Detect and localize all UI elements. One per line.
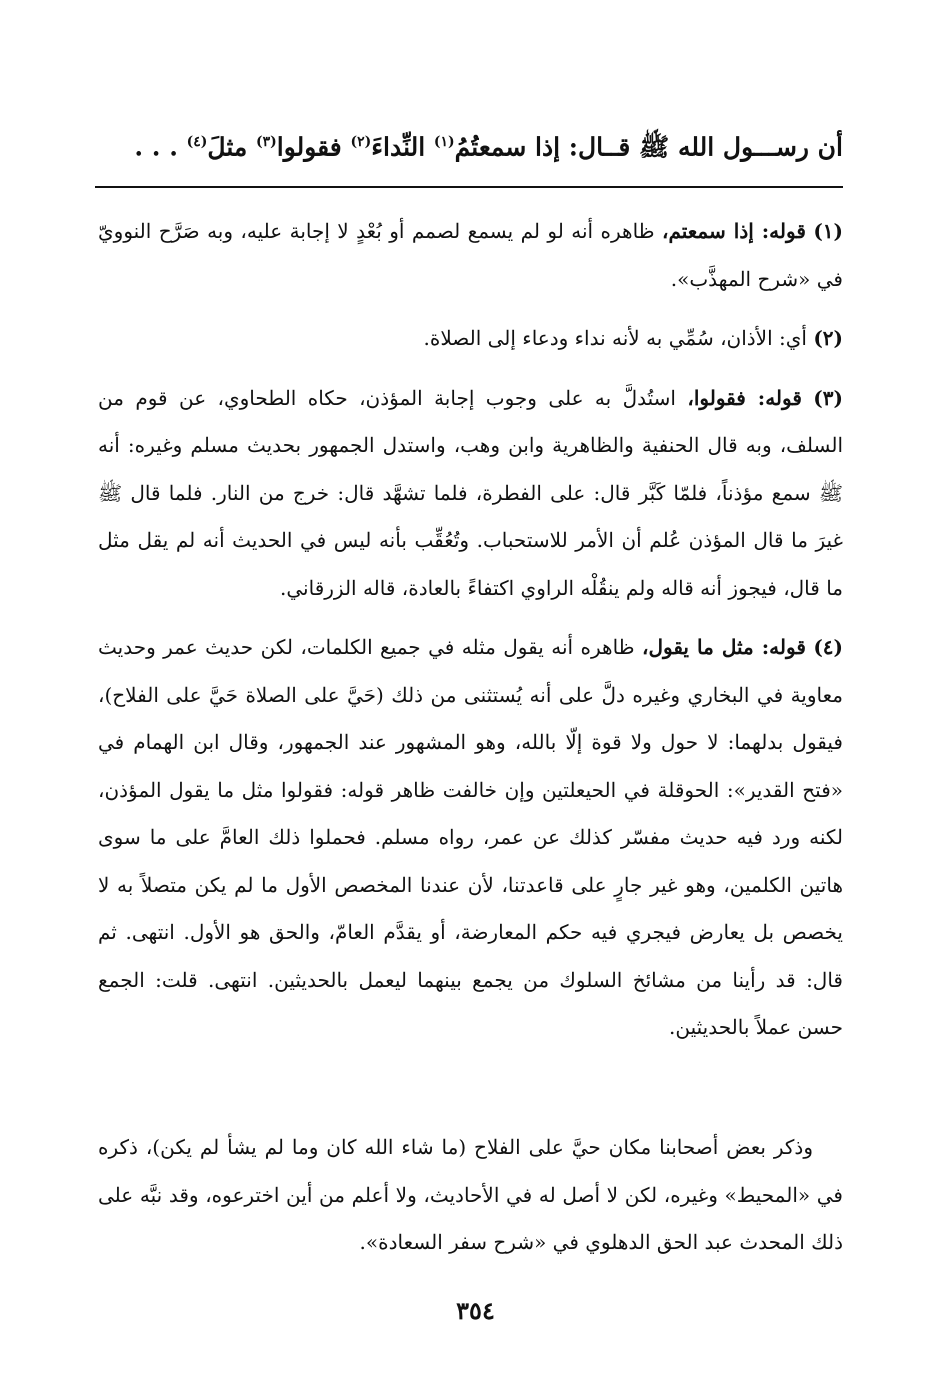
footnote-lemma: قوله: إذا سمعتم، <box>661 219 806 243</box>
footnote-separator-rule <box>95 186 843 188</box>
main-hadith-line <box>95 120 843 169</box>
closing-paragraph: وذكر بعض أصحابنا مكان حيَّ على الفلاح (ما شاء الله كان وما لم يشأ لم يكن)، ذكره في «المحيط» وغيره، لكن لا أصل له في الأحاديث، ولا أعلم من أين اخترعوه، وقد نبَّه على ذلك المحدث عبد الحق الدهلوي في «شرح سفر السعادة». <box>98 1135 843 1254</box>
footnote-number: (٢) <box>813 326 843 350</box>
footnote-ref-3[interactable]: (٣) <box>255 134 277 150</box>
footnote-number: (٤) <box>813 635 844 659</box>
footnote-text: استُدلَّ به على وجوب إجابة المؤذن، حكاه الطحاوي، عن قوم من السلف، وبه قال الحنفية والظاهرية وابن وهب، واستدل الجمهور بحديث مسلم وغيره: أنه ﷺ سمع مؤذناً، فلمّا كَبَّر قال: على الفطرة، فلما تشهَّد قال: خرج من النار. فلما قال ﷺ غيرَ ما قال المؤذن عُلم أن الأمر للاستحباب. وتُعُقِّب بأنه ليس في الحديث أنه لم يقل مثل ما قال، فيجوز أنه قاله ولم ينقُلْه الراوي اكتفاءً بالعادة، قاله الزرقاني. <box>98 385 843 600</box>
footnote-ref-1[interactable]: (١) <box>433 134 455 150</box>
footnote-1 <box>98 208 843 303</box>
footnote-number: (١) <box>813 219 843 243</box>
footnote-lemma: قوله: فقولوا، <box>687 385 802 410</box>
footnote-text: ظاهره أنه يقول مثله في جميع الكلمات، لكن حديث عمر وحديث معاوية في البخاري وغيره دلَّ على أنه يُستثنى من ذلك (حَيَّ على الصلاة حَيَّ على الفلاح)، فيقول بدلهما: لا حول ولا قوة إلّا بالله، وهو المشهور عند الجمهور، وقال ابن الهمام في «فتح القدير»: الحوقلة في الحيعلتين وإن خالفت ظاهر قوله: فقولوا مثل ما يقول المؤذن، لكنه ورد فيه حديث مفسّر كذلك عن عمر، رواه مسلم. فحملوا ذلك العامَّ على ما سوى هاتين الكلمين، وهو غير جارٍ على قاعدتنا، لأن عندنا المخصص الأول ما لم يكن متصلاً به لا يخصص بل يعارض فيجري فيه حكم المعارضة، أو يقدَّم العامّ، والحق هو الأول. انتهى. ثم قال: قد رأينا من مشائخ السلوك من يجمع بينهما ليعمل بالحديثين. انتهى. قلت: الجمع حسن عملاً بالحديثين. <box>98 635 843 1039</box>
footnote-text: أي: الأذان، سُمِّي به لأنه نداء ودعاء إلى الصلاة. <box>423 326 807 350</box>
footnote-number: (٣) <box>813 385 843 410</box>
main-ellipsis: . . . <box>134 132 187 162</box>
page-number: ٣٥٤ <box>456 1296 495 1325</box>
footnote-text: ظاهره أنه لو لم يسمع لصمم أو بُعْدٍ لا إجابة عليه، وبه صَرَّح النوويّ في «شرح المهذَّب». <box>98 219 843 291</box>
footnote-3 <box>98 375 843 613</box>
footnote-4 <box>98 624 843 1052</box>
footnote-ref-4[interactable]: (٤) <box>186 134 208 150</box>
main-word-faqulu: فقولوا <box>276 132 351 162</box>
footnote-ref-2[interactable]: (٢) <box>350 134 372 150</box>
footnote-lemma: قوله: مثل ما يقول، <box>642 635 806 659</box>
footnotes-section <box>98 208 843 1064</box>
main-word-nida: النِّداءَ <box>371 132 434 162</box>
main-word-mithl: مثلَ <box>207 132 256 162</box>
footnote-2 <box>98 315 843 363</box>
main-text-before: أن رســـول الله ﷺ قــال: إذا سمعتُمُ <box>454 132 843 162</box>
